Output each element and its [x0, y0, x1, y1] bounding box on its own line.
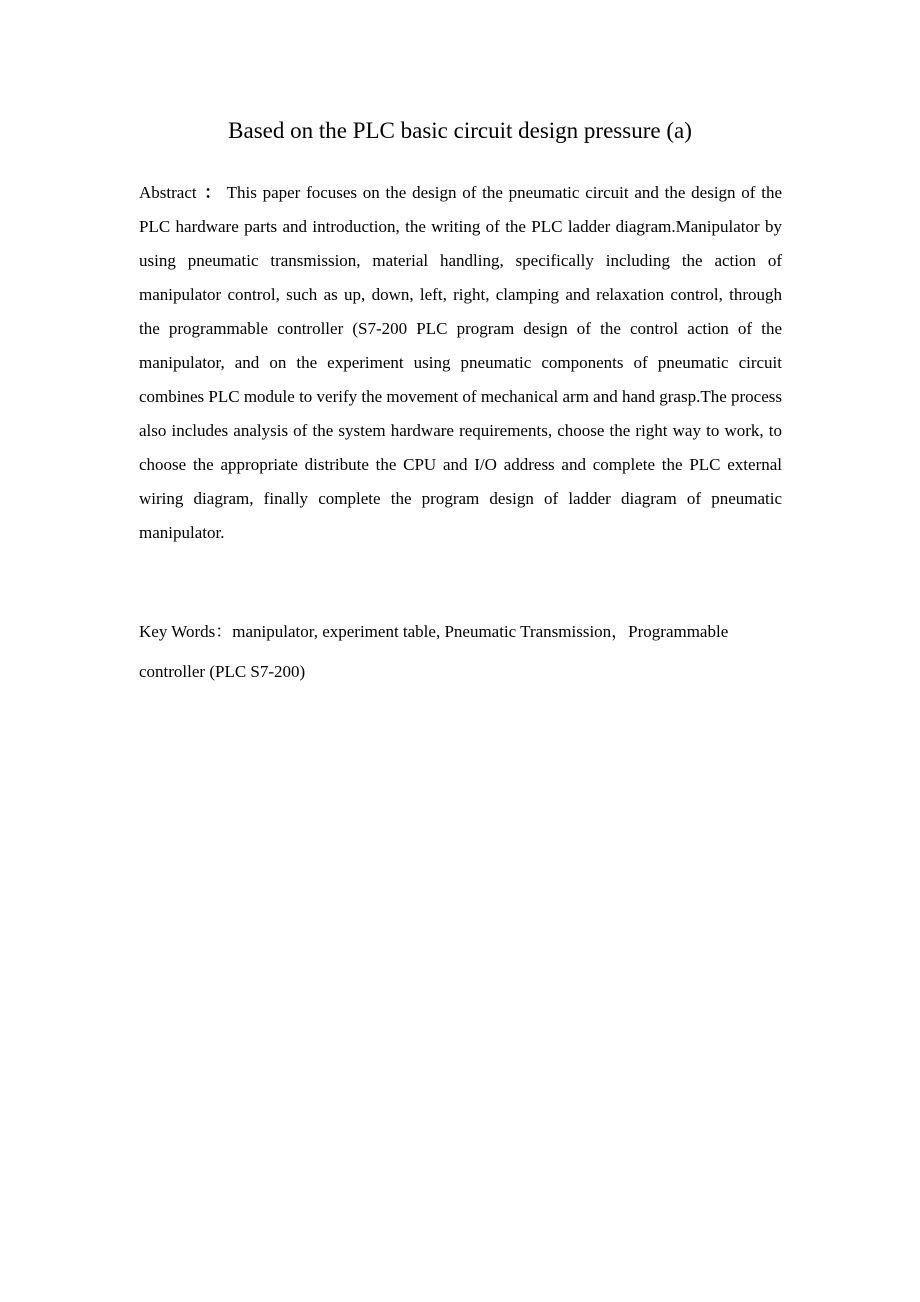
keywords-label: Key Words — [139, 622, 216, 641]
abstract-separator: ： — [202, 183, 223, 202]
abstract-paragraph — [139, 176, 782, 550]
keywords-separator: ： — [215, 622, 233, 641]
page-title: Based on the PLC basic circuit design pressure (a) — [228, 118, 692, 143]
abstract-text: This paper focuses on the design of the pneumatic circuit and the design of the PLC hardware parts and introduction, the writing of the PLC ladder diagram.Manipulator by using pneumatic transmission, material handling, specifically including the action of manipulator control, such as up, down, left, right, clamping and relaxation control, through the programmable controller (S7-200 PLC program design of the control action of the manipulator, and on the experiment using pneumatic components of pneumatic circuit combines PLC module to verify the movement of mechanical arm and hand grasp.The process also includes analysis of the system hardware requirements, choose the right way to work, to choose the appropriate distribute the CPU and I/O address and complete the PLC external wiring diagram, finally complete the program design of ladder diagram of pneumatic manipulator. — [139, 183, 782, 542]
keywords-paragraph — [139, 612, 782, 692]
keywords-text: manipulator, experiment table, Pneumatic Transmission，Programmable controller (PLC S7-200) — [139, 622, 729, 681]
abstract-label: Abstract — [139, 183, 197, 202]
